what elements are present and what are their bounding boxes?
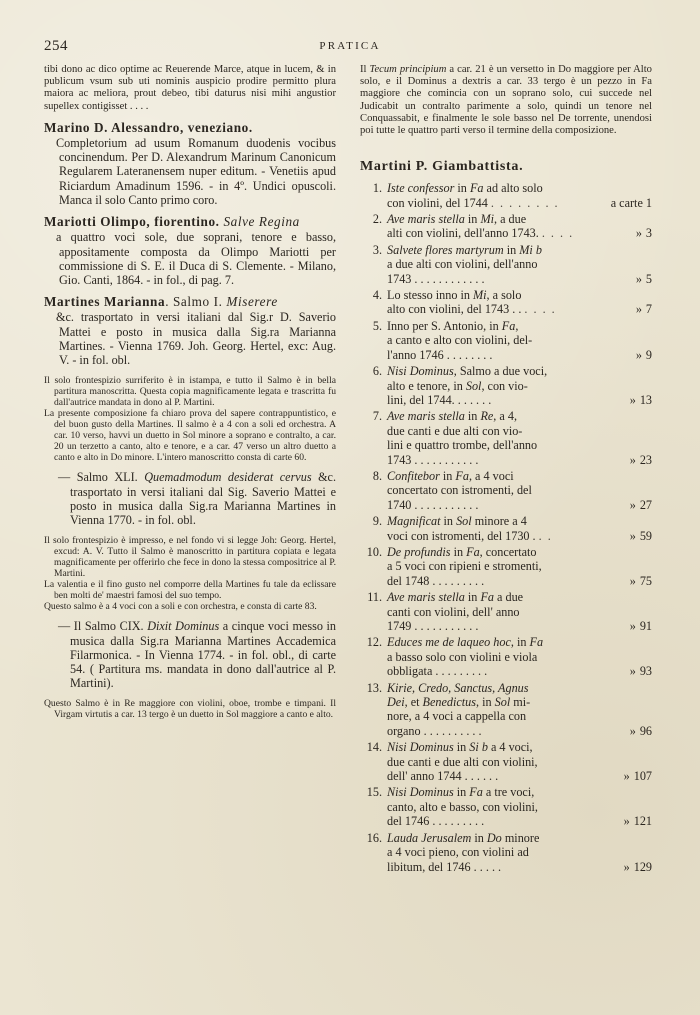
work-text: in bbox=[464, 409, 481, 424]
work-text2: , a due bbox=[493, 212, 527, 227]
dash-lead: — bbox=[58, 470, 71, 485]
work-key: Fa bbox=[469, 181, 484, 196]
item-number: 2. bbox=[372, 212, 382, 227]
work-lastline: del 1748 . . . . . . . . . bbox=[387, 573, 485, 588]
entry-mariotti bbox=[44, 214, 336, 287]
leader-dots: . . . . bbox=[524, 302, 557, 317]
page-ref bbox=[630, 272, 652, 286]
item-number: 15. bbox=[366, 785, 382, 800]
work-text: in bbox=[471, 830, 487, 845]
page-ref bbox=[630, 226, 652, 240]
leader-dots: . . . . bbox=[541, 226, 574, 241]
page-number: 7 bbox=[645, 302, 652, 317]
page-mark: » bbox=[623, 859, 630, 874]
work-title: Lauda Jerusalem bbox=[387, 830, 472, 845]
work-text2: , bbox=[515, 318, 519, 333]
work-lastline: del 1746 . . . . . . . . . bbox=[387, 814, 485, 829]
work-key: Re bbox=[480, 409, 494, 424]
page-mark: » bbox=[635, 302, 642, 317]
page-number: 93 bbox=[639, 664, 652, 679]
page-ref bbox=[630, 348, 652, 362]
list-item bbox=[360, 469, 652, 512]
work-text: in bbox=[454, 181, 470, 196]
item-number: 14. bbox=[366, 740, 382, 755]
page-number: 107 bbox=[633, 769, 652, 784]
list-item bbox=[360, 243, 652, 286]
right-column bbox=[360, 64, 652, 985]
item-text bbox=[387, 212, 652, 241]
list-item bbox=[360, 181, 652, 210]
work-line-3: nore, a 4 voci a cappella con bbox=[387, 709, 527, 724]
page-number: 3 bbox=[645, 226, 652, 241]
work-text: in bbox=[464, 590, 481, 605]
work-title: Nisi Dominus bbox=[387, 740, 454, 755]
work-title: Ave maris stella bbox=[387, 409, 465, 424]
catchword-fragment: tibi dono ac dico optime ac Reuerende Marce, atque in lucem, & in publicum vsum sub uti nominis auspicio prodire permitto plura maiora ac meliora, prout debeo, tibi daturus nisi mihi angustior supellex contigisset . . . . bbox=[44, 64, 336, 112]
work-key: Fa bbox=[466, 544, 480, 559]
page-number: 96 bbox=[639, 723, 652, 738]
work-text: , et bbox=[404, 695, 423, 710]
work-line-2: due canti e due alti con violini, bbox=[387, 754, 538, 769]
work-lastline: alto con violini, del 1743 . . bbox=[387, 302, 522, 317]
work-text: Lo stesso inno in bbox=[387, 288, 473, 303]
page-number: 27 bbox=[639, 497, 652, 512]
item-text bbox=[387, 469, 652, 512]
work-text2: a tre voci, bbox=[482, 785, 535, 800]
item-number: 7. bbox=[372, 409, 382, 424]
item-text bbox=[387, 590, 652, 633]
item-text: Kirie, Credo, Sanctus, Agnus Dei, et Benedictus, in Sol mi- nore, a 4 voci a cappella con organo . . . . . . . . . . » 96 bbox=[387, 680, 652, 738]
page-mark: » bbox=[629, 497, 636, 512]
page-number: 91 bbox=[639, 619, 652, 633]
item-number: 3. bbox=[372, 242, 382, 257]
work-text2: , a 4 voci bbox=[468, 468, 514, 483]
dash-entry-text bbox=[44, 470, 336, 527]
page-mark: » bbox=[623, 814, 630, 829]
page-number: 9 bbox=[645, 347, 652, 362]
work-text2: a 4 voci, bbox=[487, 740, 533, 755]
work-lastline: 1743 . . . . . . . . . . . bbox=[387, 452, 479, 467]
page-ref bbox=[630, 619, 652, 633]
page-mark: » bbox=[635, 271, 642, 286]
entry-heading bbox=[44, 214, 336, 230]
list-item bbox=[360, 635, 652, 678]
item-text bbox=[387, 181, 652, 210]
list-item bbox=[360, 681, 652, 739]
note-paragraph: Il solo frontespizio è impresso, e nel fondo vi si legge Joh: Georg. Hertel, excud: A. V. Tutto il Salmo è manoscritto in partitura copiata e legata magnificamente per offerirlo che fece in dono la stessa compositrice al P. Martini. bbox=[44, 534, 336, 579]
fragment-italic: Tecum principium bbox=[369, 64, 447, 75]
item-text bbox=[387, 740, 652, 783]
item-text bbox=[387, 545, 652, 588]
entry-work-incipit: Salve Regina bbox=[223, 214, 300, 230]
work-text2: , a 4, bbox=[493, 409, 517, 424]
page-ref bbox=[630, 574, 652, 588]
work-lastline: l'anno 1746 . . . . . . . . bbox=[387, 347, 493, 362]
work-text: in bbox=[464, 212, 481, 227]
page-ref bbox=[607, 196, 652, 210]
entry-author-name: Marino D. Alessandro bbox=[44, 119, 180, 135]
item-number: 6. bbox=[372, 364, 382, 379]
entry-heading bbox=[44, 120, 336, 136]
list-item bbox=[360, 785, 652, 828]
item-number: 9. bbox=[372, 514, 382, 529]
work-line-2: due canti e due alti con vio- bbox=[387, 423, 523, 438]
work-text2: minore a 4 bbox=[471, 514, 527, 529]
dash-entry-note-block bbox=[44, 535, 336, 613]
item-number: 12. bbox=[366, 635, 382, 650]
work-text: in bbox=[453, 785, 470, 800]
dash-italic-title: Quemadmodum desiderat cervus bbox=[144, 470, 312, 485]
page-mark: » bbox=[629, 619, 636, 633]
page-ref bbox=[630, 498, 652, 512]
item-text bbox=[387, 831, 652, 874]
work-lastline: 1743 . . . . . . . . . . . . bbox=[387, 271, 485, 286]
fragment-pre: Il bbox=[360, 64, 370, 75]
work-line-2b: , con vio- bbox=[481, 378, 528, 393]
work-key-inline: Sol bbox=[494, 695, 511, 710]
work-text2: , concertato bbox=[479, 544, 537, 559]
item-text bbox=[387, 514, 652, 543]
entry-author-origin: . Salmo I. bbox=[165, 294, 223, 310]
work-line-2: a basso solo con violini e viola bbox=[387, 649, 538, 664]
work-line-2: canto, alto e basso, con violini, bbox=[387, 799, 538, 814]
list-item bbox=[360, 364, 652, 407]
work-text: in bbox=[503, 242, 520, 257]
work-key: Mi b bbox=[519, 242, 542, 257]
entry-heading bbox=[44, 294, 336, 310]
note-paragraph: Questo salmo è a 4 voci con a soli e con orchestra, e consta di carte 83. bbox=[44, 601, 317, 613]
entry-marino bbox=[44, 120, 336, 207]
list-item bbox=[360, 212, 652, 241]
text-columns bbox=[44, 64, 662, 985]
page-mark: » bbox=[629, 392, 636, 407]
work-text: in bbox=[450, 544, 467, 559]
page-mark: » bbox=[629, 528, 636, 543]
list-item bbox=[360, 288, 652, 317]
work-title: Ave maris stella bbox=[387, 590, 465, 605]
entry-author-name: Martines Marianna bbox=[44, 294, 166, 310]
entry-description: Completorium ad usum Romanum duodenis vocibus concinendum. Per D. Alexandrum Marinum Canonicum Regularem Lateranensem nuper editum. - Venetiis apud Riciardum Amadinum 1596. - in 4º. Undici opuscoli. Manca il solo Canto primo coro. bbox=[56, 135, 336, 207]
page-number: 13 bbox=[639, 392, 652, 407]
item-number: 5. bbox=[372, 318, 382, 333]
work-lastline: 1740 . . . . . . . . . . . bbox=[387, 497, 479, 512]
entry-author-origin: , fiorentino. bbox=[146, 214, 220, 230]
page-number: 23 bbox=[639, 452, 652, 467]
dash-lead: — bbox=[58, 619, 71, 634]
page-mark: » bbox=[635, 347, 642, 362]
page-ref bbox=[630, 302, 652, 316]
item-text bbox=[387, 635, 652, 678]
page-ref bbox=[624, 814, 652, 828]
page-number: a carte 1 bbox=[610, 195, 652, 210]
work-title: Confitebor bbox=[387, 468, 440, 483]
dash-italic-title: Dixit Dominus bbox=[147, 619, 220, 634]
work-lastline: organo . . . . . . . . . . bbox=[387, 723, 482, 738]
work-lastline: lini, del 1744. . . . . . . bbox=[387, 392, 492, 407]
folio-number: 254 bbox=[44, 38, 68, 54]
work-key: Fa bbox=[480, 590, 494, 605]
work-title: Salvete flores martyrum bbox=[387, 242, 504, 257]
work-line-2: a due alti con violini, dell'anno bbox=[387, 257, 538, 272]
page-ref bbox=[630, 453, 652, 467]
dash-entry-psalm-41 bbox=[44, 470, 336, 527]
work-lastline: alti con violini, dell'anno 1743. bbox=[387, 226, 539, 241]
dash-post-text: &c. trasportato in versi italiani dal Sig. Saverio Mattei e posto in musica dalla Sig.ra Marianna Martines in Vienna 1770. - in fol. obl. bbox=[70, 470, 337, 528]
page-number: 75 bbox=[639, 573, 652, 588]
item-text bbox=[387, 319, 652, 362]
note-paragraph: La presente composizione fa chiaro prova del sapere contrappuntistico, e del buon gusto della Martines. Il salmo è a 4 con a soli ed orchestra. A car. 10 verso, havvi un duetto in Sol minore a soprano e contralto, a car. 20 un terzetto a canto, alto e tenore, e a car. 47 verso un altro duetto a canto e alto in Do minore. L'intero manoscritto consta di carte 60. bbox=[44, 407, 336, 464]
work-title: Kirie, Credo, Sanctus, Agnus bbox=[387, 680, 529, 695]
item-number: 11. bbox=[367, 590, 382, 605]
work-key: Sol bbox=[456, 514, 472, 529]
item-number: 10. bbox=[366, 544, 382, 559]
work-key: Fa bbox=[455, 468, 469, 483]
work-key: Si b bbox=[469, 740, 488, 755]
work-text: in bbox=[439, 468, 456, 483]
work-key: Fa bbox=[469, 785, 483, 800]
page-ref bbox=[630, 393, 652, 407]
work-line-2: alto e tenore, in bbox=[387, 378, 466, 393]
item-text bbox=[387, 243, 652, 286]
work-text: Inno per S. Antonio, in bbox=[387, 318, 502, 333]
dash-pre-text: Salmo XLI. bbox=[70, 470, 145, 485]
works-list bbox=[360, 181, 652, 874]
running-title: PRATICA bbox=[319, 40, 381, 52]
note-paragraph: Il solo frontespizio surriferito è in istampa, e tutto il Salmo è in bella partitura manoscritta. Questa copia magnificamente legata e trascritta fu dall'autrice mandata in dono al P. Martini. bbox=[44, 374, 336, 408]
work-text: in bbox=[440, 514, 457, 529]
item-number: 1. bbox=[372, 181, 382, 196]
work-key: Mi bbox=[473, 288, 487, 303]
dash-post-text: a cinque voci messo in musica dalla Sig.ra Marianna Martines Accademica Filarmonica. - In Vienna 1774. - in fol. obl., di carte 54. ( Partitura ms. mandata in dono dall'autrice al P. Martini). bbox=[70, 619, 336, 691]
work-line-2: a 5 voci con ripieni e stromenti, bbox=[387, 559, 542, 574]
work-text2: a due bbox=[493, 590, 524, 605]
entry-description: &c. trasportato in versi italiani dal Sig.r D. Saverio Mattei e posto in musica dalla Sig.ra Marianna Martines. - Vienna 1769. Joh. Georg. Hertel, exc: Aug. V. - in fol. obl. bbox=[56, 310, 336, 368]
work-lastline: 1749 . . . . . . . . . . . bbox=[387, 619, 479, 633]
page-mark: » bbox=[623, 769, 630, 784]
item-number: 13. bbox=[366, 680, 382, 695]
work-title: Ave maris stella bbox=[387, 212, 465, 227]
work-line-2: concertato con istromenti, del bbox=[387, 483, 532, 498]
work-lastline: voci con istromenti, del 1730 . bbox=[387, 528, 536, 543]
work-lastline: dell' anno 1744 . . . . . . bbox=[387, 769, 499, 784]
page-ref bbox=[630, 724, 652, 738]
page-header bbox=[44, 38, 656, 58]
page-ref bbox=[630, 529, 652, 543]
dash-entry-psalm-109 bbox=[44, 619, 336, 690]
page-ref bbox=[624, 860, 652, 874]
work-title: De profundis bbox=[387, 544, 451, 559]
work-text: , in bbox=[510, 635, 530, 650]
left-column bbox=[44, 64, 336, 985]
dash-entry-note-block-2 bbox=[44, 698, 336, 720]
fragment-rest: a car. 21 è un versetto in Do maggiore per Alto solo, e il Dominus a dextris a car. 33 tergo è un pezzo in Fa maggiore che comincia con un soprano solo, cui succede nel Judicabit un contralto parimente a solo, quindi un tenore nel Conquassabit, e finalmente le sole basso nel De torrente, unendosi poi tutte le quattro parti verso il termine della composizione. bbox=[360, 64, 652, 137]
work-lastline: obbligata . . . . . . . . . bbox=[387, 664, 488, 679]
list-item bbox=[360, 514, 652, 543]
list-item bbox=[360, 319, 652, 362]
leader-dots: . . bbox=[538, 528, 553, 543]
list-item bbox=[360, 545, 652, 588]
section-heading-martini: Martini P. Giambattista. bbox=[360, 159, 524, 175]
work-text2: , a solo bbox=[486, 288, 522, 303]
page-number: 59 bbox=[639, 528, 652, 543]
work-title: Educes me de laqueo hoc bbox=[387, 635, 511, 650]
work-title: Iste confessor bbox=[387, 181, 455, 196]
note-paragraph: La valentia e il fino gusto nel comporre della Martines fu tale da eclissare ben molti de' maestri famosi del suo tempo. bbox=[44, 578, 336, 602]
dash-pre-text: Il Salmo CIX. bbox=[70, 619, 148, 634]
item-number: 8. bbox=[372, 468, 382, 483]
entry-description: a quattro voci sole, due soprani, tenore e basso, appositamente composta da Olimpo Mariotti per commissione di S. E. il Duca di S. Clemente. - Milano, Gio. Canti, 1864. - in fol., di pag. 7. bbox=[56, 230, 336, 288]
work-text: in bbox=[453, 740, 470, 755]
list-item bbox=[360, 590, 652, 633]
column-top-fragment bbox=[360, 64, 652, 137]
entry-author-origin: , veneziano. bbox=[179, 119, 253, 135]
page-ref bbox=[624, 769, 652, 783]
work-title-3: Benedictus bbox=[422, 695, 477, 710]
work-title: Nisi Dominus bbox=[387, 364, 454, 379]
entry-author-name: Mariotti Olimpo bbox=[44, 214, 147, 230]
entry-work-incipit: Miserere bbox=[226, 294, 278, 310]
work-key: Do bbox=[486, 830, 502, 845]
work-line-2: canti con violini, dell' anno bbox=[387, 604, 520, 619]
page-ref bbox=[630, 664, 652, 678]
page-mark: » bbox=[629, 573, 636, 588]
item-number: 4. bbox=[372, 288, 382, 303]
work-title-2: Dei bbox=[387, 695, 405, 710]
list-item bbox=[360, 409, 652, 467]
page-mark: » bbox=[629, 723, 636, 738]
work-line-2: a canto e alto con violini, del- bbox=[387, 333, 533, 348]
item-number: 16. bbox=[366, 830, 382, 845]
work-text: , Salmo a due voci, bbox=[453, 364, 548, 379]
work-lastline: libitum, del 1746 . . . . . bbox=[387, 859, 502, 874]
list-item bbox=[360, 740, 652, 783]
item-text bbox=[387, 364, 652, 407]
work-title: Nisi Dominus bbox=[387, 785, 454, 800]
work-title: Magnificat bbox=[387, 514, 441, 529]
item-text bbox=[387, 785, 652, 828]
work-line-2: a 4 voci pieno, con violini ad bbox=[387, 845, 529, 860]
work-text2: ad alto solo bbox=[483, 181, 543, 196]
work-text2: , in bbox=[476, 695, 495, 710]
entry-note-block bbox=[44, 375, 336, 464]
page-number: 5 bbox=[645, 271, 652, 286]
entry-martines bbox=[44, 294, 336, 367]
item-text bbox=[387, 288, 652, 317]
note-paragraph: Questo Salmo è in Re maggiore con violini, oboe, trombe e timpani. Il Virgam virtutis a car. 13 tergo è un duetto in Sol maggiore a canto e alto. bbox=[44, 697, 336, 720]
work-key: Fa bbox=[501, 318, 516, 333]
work-key: Fa bbox=[529, 635, 544, 650]
item-text bbox=[387, 409, 652, 467]
work-line-3: lini e quattro trombe, dell'anno bbox=[387, 438, 538, 453]
list-item bbox=[360, 831, 652, 874]
page-mark: » bbox=[629, 664, 636, 679]
page-mark: » bbox=[629, 452, 636, 467]
leader-dots: . . . . . . . . bbox=[490, 195, 560, 210]
work-key: Mi bbox=[480, 212, 494, 227]
page-number: 129 bbox=[633, 859, 652, 874]
work-text2: minore bbox=[501, 830, 540, 845]
page-number: 121 bbox=[633, 814, 652, 829]
page-mark: » bbox=[635, 226, 642, 241]
work-key: Sol bbox=[465, 378, 482, 393]
work-lastline: con violini, del 1744 bbox=[387, 195, 488, 210]
dash-entry-text bbox=[44, 619, 336, 690]
